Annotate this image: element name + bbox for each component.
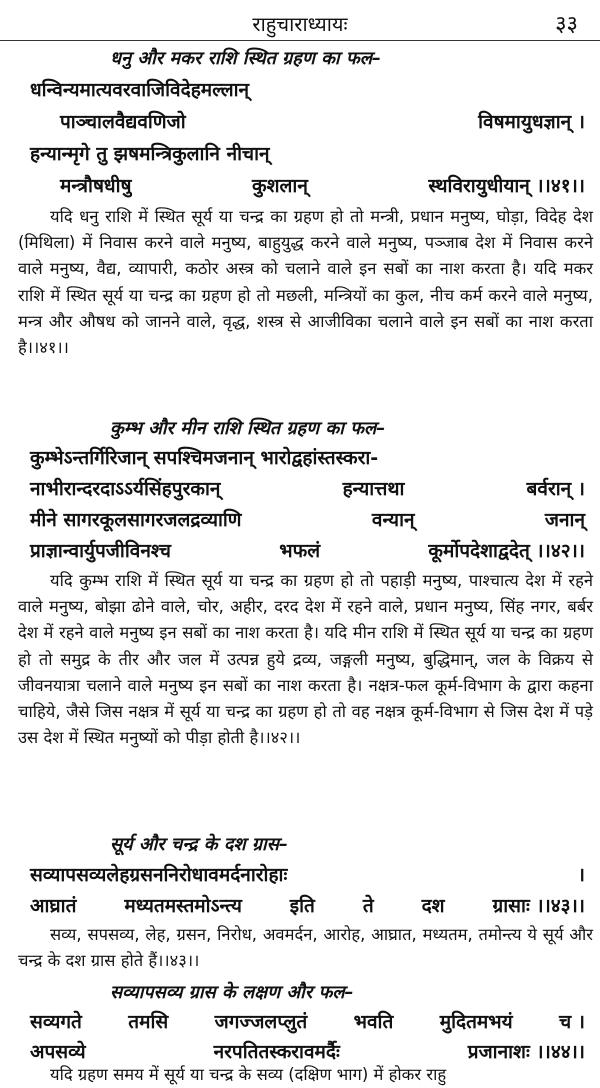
verse-word: जनान् — [544, 509, 585, 531]
verse-word: जगज्जलप्लुतं — [214, 1011, 308, 1033]
commentary-text: यदि धनु राशि में स्थित सूर्य या चन्द्र का ग्रहण हो तो मन्त्री, प्रधान मनुष्य, घोड़ा, विदेह देश (मिथिला) में निवास करने वाले मनुष्य, बाहुयुद्ध करने वाले मनुष्य, पञ्जाब देश में निवास करने वाले मनुष्य, वैद्य, व्यापारी, कठोर अस्त्र को चलाने वाले इन सबों का नाश करता है। यदि मकर राशि में स्थित सूर्य या चन्द्र का ग्रहण हो तो मछली, मन्त्रियों का कुल, नीच कर्म करने वाले मनुष्य, मन्त्र और औषध को जानने वाले, वृद्ध, शस्त्र से आजीविका चलाने वाले इन सबों का नाश करता है।।४१।। — [18, 207, 593, 358]
verse-word: ते — [362, 895, 374, 917]
commentary — [18, 1062, 593, 1088]
commentary-text: सव्य, सपसव्य, लेह, ग्रसन, निरोध, अवमर्दन, आरोह, आघ्रात, मध्यतम, तमोन्त्य ये सूर्य और चन्द्र के दश ग्रास होते हैं।।४३।। — [18, 925, 593, 971]
verse-line — [60, 172, 585, 198]
verse-word: बर्वरान् । — [526, 478, 585, 500]
verse-word: । — [577, 864, 585, 886]
verse-word: पाञ्चालवैद्यवणिजो — [60, 111, 186, 133]
verse-line — [60, 108, 585, 134]
verse-word: वन्यान् — [371, 509, 415, 531]
commentary — [18, 568, 593, 751]
verse-line — [30, 506, 585, 532]
section-heading: धनु और मकर राशि स्थित ग्रहण का फल– — [110, 48, 381, 69]
verse-word: कूर्मोपदेशाद्वदेत् ।।४२।। — [428, 540, 585, 562]
commentary — [18, 204, 593, 361]
verse-word: कुशलान् — [252, 175, 308, 197]
verse-word: हन्यात्तथा — [342, 478, 405, 500]
verse-line — [30, 475, 585, 501]
verse-word: इति — [289, 895, 315, 917]
section-heading: कुम्भ और मीन राशि स्थित ग्रहण का फल– — [110, 418, 386, 439]
verse-word: ग्रासाः ।।४३।। — [492, 895, 585, 917]
verse-line — [30, 537, 585, 563]
commentary-text: यदि ग्रहण समय में सूर्य या चन्द्र के सव्य (दक्षिण भाग) में होकर राहु — [50, 1065, 447, 1084]
verse-word: विषमायुधज्ञान् । — [478, 111, 585, 133]
verse-line: कुम्भेऽन्तर्गिरिजान् सपश्चिमजनान् भारोद्वहांस्तस्करा- — [30, 447, 379, 469]
verse-line — [30, 1008, 585, 1034]
verse-line: हन्यान्मृगे तु झषमन्त्रिकुलानि नीचान् — [30, 143, 270, 165]
section-heading: सूर्य और चन्द्र के दश ग्रास– — [110, 834, 288, 855]
commentary-text: यदि कुम्भ राशि में स्थित सूर्य या चन्द्र का ग्रहण हो तो पहाड़ी मनुष्य, पाश्चात्य देश में रहने वाले मनुष्य, बोझा ढोने वाले, चोर, अहीर, दरद देश में रहने वाले, प्रधान मनुष्य, सिंह नगर, बर्बर देश में रहने वाले मनुष्य इन सबों का नाश करता है। यदि मीन राशि में स्थित सूर्य या चन्द्र का ग्रहण हो तो समुद्र के तीर और जल में उत्पन्न हुये द्रव्य, जङ्गली मनुष्य, बुद्धिमान्, जल के विक्रय से जीवनयात्रा चलाने वाले मनुष्य इन सबों का नाश करता है। नक्षत्र-फल कूर्म-विभाग के द्वारा कहना चाहिये, जैसे जिस नक्षत्र में सूर्य या चन्द्र का ग्रहण हो तो वह नक्षत्र कूर्म-विभाग से जिस देश में पड़े उस देश में स्थित मनुष्यों को पीड़ा होती है।।४२।। — [18, 571, 593, 748]
verse-word: स्थविरायुधीयान् ।।४१।। — [428, 175, 585, 197]
verse-word: सव्यापसव्यलेहग्रसननिरोधावमर्दनारोहाः — [30, 864, 288, 886]
verse-word: नाभीरान्दरदाऽऽर्यसिंहपुरकान् — [30, 478, 221, 500]
verse-word: अपसव्ये — [30, 1041, 86, 1063]
verse-line: धन्विन्यमात्यवरवाजिविदेहमल्लान् — [30, 79, 250, 101]
verse-word: मध्यतमस्तमोऽन्त्य — [124, 895, 242, 917]
verse-word: मुदितमभयं — [439, 1011, 513, 1033]
section-heading: सव्यापसव्य ग्रास के लक्षण और फल– — [110, 982, 354, 1003]
verse-line — [30, 892, 585, 918]
commentary — [18, 922, 593, 974]
verse-word: प्राज्ञान्वार्युपजीविनश्च — [30, 540, 171, 562]
verse-word: सव्यगते — [30, 1011, 82, 1033]
verse-word: दश — [421, 895, 445, 917]
verse-line — [30, 1038, 585, 1064]
verse-word: आघ्रातं — [30, 895, 77, 917]
page-number: ३३ — [555, 12, 578, 37]
verse-word: भफलं — [279, 540, 321, 562]
page-header — [0, 4, 600, 41]
verse-word: प्रजानाशः ।।४४।। — [467, 1041, 585, 1063]
verse-line — [30, 861, 585, 887]
verse-word: मन्त्रौषधीषु — [60, 175, 132, 197]
verse-word: भवति — [353, 1011, 394, 1033]
running-head: राहुचाराध्यायः — [252, 12, 348, 36]
verse-word: च । — [559, 1011, 585, 1033]
verse-word: मीने सागरकूलसागरजलद्रव्याणि — [30, 509, 242, 531]
verse-word: नरपतितस्करावमर्दैः — [213, 1041, 340, 1063]
verse-word: तमसि — [128, 1011, 169, 1033]
